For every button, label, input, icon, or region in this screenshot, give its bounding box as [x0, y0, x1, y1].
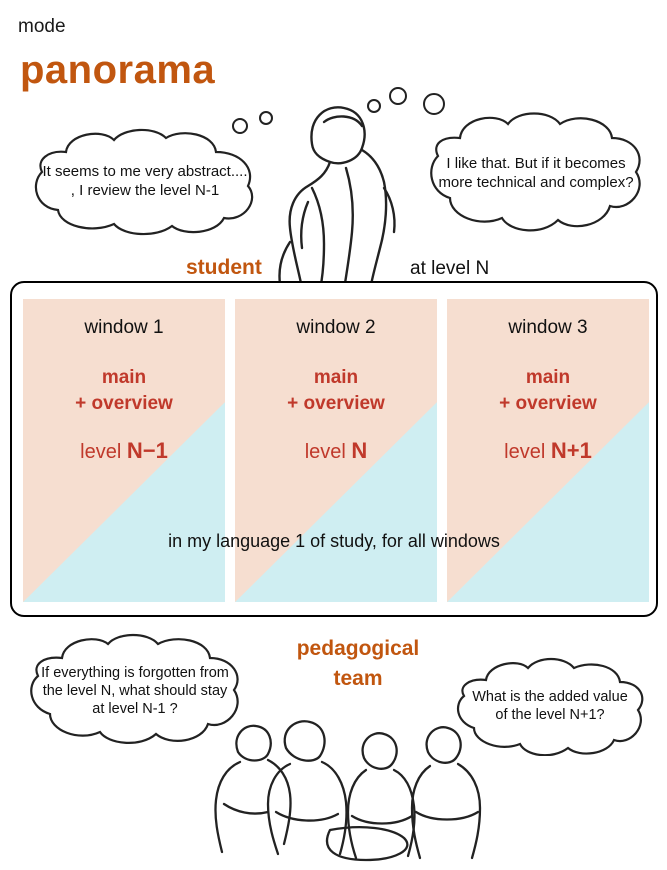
student-thought-bubble-right	[424, 108, 648, 240]
student-thought-bubble-left	[26, 126, 264, 238]
page-title: panorama	[20, 48, 216, 92]
team-thought-bubble-left-text: If everything is forgotten from the level N, what should stay at level N-1 ?	[41, 664, 229, 718]
team-thought-bubble-right-text: What is the added value of the level N+1?	[472, 688, 628, 723]
pedagogical-team-label-line2: team	[333, 667, 383, 691]
window-level-2: level N	[304, 438, 368, 464]
pedagogical-team-label	[258, 634, 458, 695]
student-figure-icon	[268, 92, 406, 292]
mode-label: mode	[18, 16, 66, 37]
window-main-2: main + overview	[287, 367, 385, 414]
pedagogical-team-label-line1: pedagogical	[296, 637, 420, 660]
windows-row	[23, 299, 649, 602]
windows-panel	[10, 281, 658, 617]
window-title-3: window 3	[508, 317, 588, 338]
window-title-2: window 2	[296, 317, 376, 338]
window-main-1: main + overview	[75, 367, 173, 414]
window-card-2[interactable]	[235, 299, 437, 602]
student-level-label: at level N	[410, 258, 490, 279]
student-thought-bubble-left-text: It seems to me very abstract.... , I review the level N-1	[42, 163, 248, 199]
team-thought-bubble-left	[24, 630, 246, 752]
team-thought-bubble-right	[452, 656, 648, 756]
student-thought-bubble-right-text: I like that. But if it becomes more technical and complex?	[438, 155, 634, 191]
panel-footer-note: in my language 1 of study, for all windows	[168, 531, 500, 551]
window-level-1: level N−1	[80, 438, 168, 464]
window-title-1: window 1	[84, 317, 164, 338]
window-main-3: main + overview	[499, 367, 597, 414]
window-card-1[interactable]	[23, 299, 225, 602]
student-label: student	[186, 256, 262, 279]
window-card-3[interactable]	[447, 299, 649, 602]
window-level-3: level N+1	[504, 438, 592, 464]
